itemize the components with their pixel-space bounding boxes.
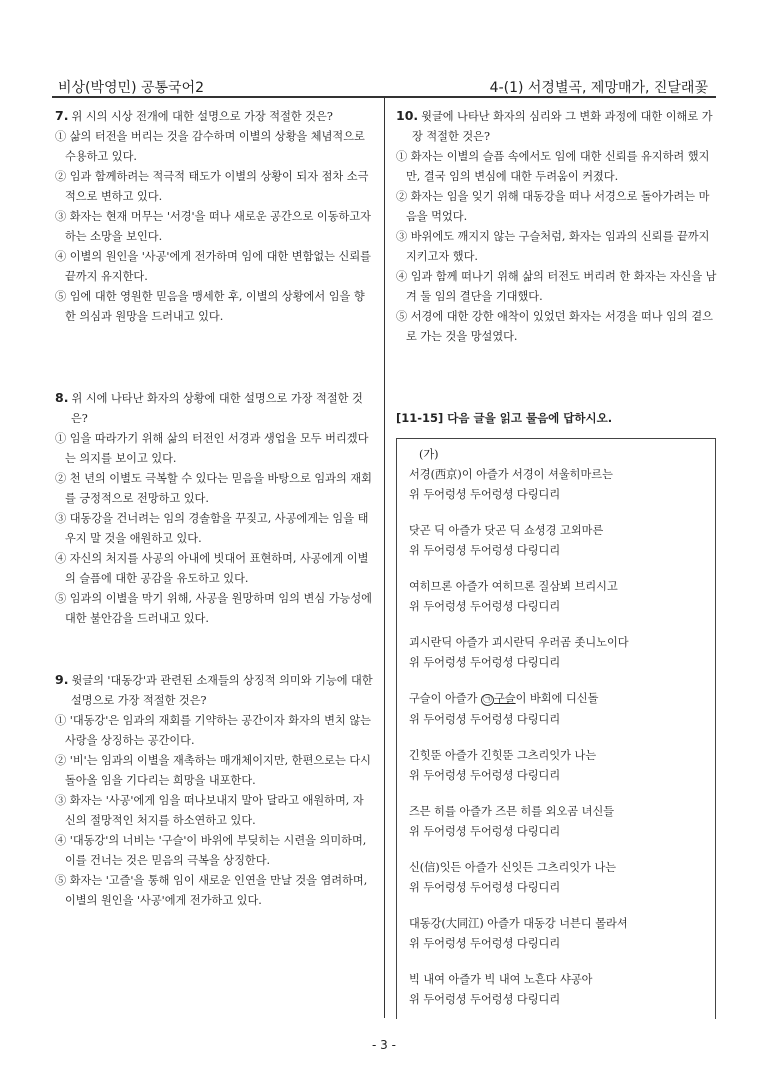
poem-refrain: 위 두어렁셩 두어렁셩 다링디리: [409, 544, 561, 557]
question-8: [55, 388, 373, 629]
option-3: ③ 화자는 현재 머무는 '서경'을 떠나 새로운 공간으로 이동하고자 하는 소망을 보인다.: [55, 210, 371, 243]
option-2: ② 천 년의 이별도 극복할 수 있다는 믿음을 바탕으로 임과의 재회를 긍정적으로 전망하고 있다.: [55, 472, 372, 505]
textbook-title: 비상(박영민) 공통국어2: [58, 80, 204, 96]
option-5: ⑤ 화자는 '고즐'을 통해 임이 새로운 인연을 만날 것을 염려하며, 이별의 원인을 '사공'에게 전가하고 있다.: [55, 874, 368, 907]
option-2: ② '비'는 임과의 이별을 재촉하는 매개체이지만, 한편으로는 다시 돌아올 임을 기다리는 희망을 내포한다.: [55, 754, 371, 787]
option-3: ③ 대동강을 건너려는 임의 경솔함을 꾸짖고, 사공에게는 임을 태우지 말 것을 애원하고 있다.: [55, 512, 369, 545]
poem-refrain: 위 두어렁셩 두어렁셩 다링디리: [409, 937, 561, 950]
poem-refrain: 위 두어렁셩 두어렁셩 다링디리: [409, 488, 561, 501]
poem-stanza: [409, 633, 629, 673]
option-5: ⑤ 서경에 대한 강한 애착이 있었던 화자는 서경을 떠나 임의 곁으로 가는 것을 망설였다.: [396, 310, 713, 343]
poem-refrain: 위 두어렁셩 두어렁셩 다링디리: [409, 656, 561, 669]
poem-line: 빅 내여 아즐가 빅 내여 노흔다 샤공아: [409, 973, 593, 986]
poem-refrain: 위 두어렁셩 두어렁셩 다링디리: [409, 600, 561, 613]
option-2: ② 임과 함께하려는 적극적 태도가 이별의 상황이 되자 점차 소극적으로 변하고 있다.: [55, 170, 369, 203]
poem-line: 긴힛뚠 아즐가 긴힛뚠 그츠리잇가 나는: [409, 749, 597, 762]
option-3: ③ 화자는 '사공'에게 임을 떠나보내지 말아 달라고 애원하며, 자신의 절망적인 처지를 하소연하고 있다.: [55, 794, 364, 827]
poem-stanza: [409, 970, 629, 1010]
poem-box: [396, 438, 716, 1019]
poem-refrain: 위 두어렁셩 두어렁셩 다링디리: [409, 993, 561, 1006]
poem-refrain: 위 두어렁셩 두어렁셩 다링디리: [409, 769, 561, 782]
question-text: 윗글에 나타난 화자의 심리와 그 변화 과정에 대한 이해로 가장 적절한 것은?: [412, 110, 713, 143]
poem-line: 여히므론 아즐가 여히므론 질삼뵈 브리시고: [409, 580, 618, 593]
unit-title: 4-(1) 서경별곡, 제망매가, 진달래꽃: [489, 80, 708, 96]
poem-text: [409, 445, 629, 1010]
question-stem: [55, 388, 373, 429]
option-4: ④ 이별의 원인을 '사공'에게 전가하며 임에 대한 변함없는 신뢰를 끝까지 유지한다.: [55, 250, 371, 283]
option-1: ① 화자는 이별의 슬픔 속에서도 임에 대한 신뢰를 유지하려 했지만, 결국 임의 변심에 대한 두려움이 커졌다.: [396, 150, 710, 183]
option-4: ④ '대동강'의 너비는 '구슬'이 바위에 부딪히는 시련을 의미하며, 이를 건너는 것은 믿음의 극복을 상징한다.: [55, 834, 367, 867]
passage-instruction: [11-15] 다음 글을 읽고 물음에 답하시오.: [396, 411, 613, 425]
poem-line: 대동강(大同江) 아즐가 대동강 너븐디 몰라셔: [409, 917, 628, 930]
poem-stanza: [409, 802, 629, 842]
poem-stanza: [409, 465, 629, 505]
option-4: ④ 자신의 처지를 사공의 아내에 빗대어 표현하며, 사공에게 이별의 슬픔에 대한 공감을 유도하고 있다.: [55, 552, 369, 585]
poem-line: 닷곤 딕 아즐가 닷곤 딕 쇼셩경 고외마른: [409, 524, 604, 537]
option-3: ③ 바위에도 깨지지 않는 구슬처럼, 화자는 임과의 신뢰를 끝까지 지키고자 했다.: [396, 230, 710, 263]
option-2: ② 화자는 임을 잊기 위해 대동강을 떠나 서경으로 돌아가려는 마음을 먹었다.: [396, 190, 710, 223]
poem-stanza: [409, 689, 629, 730]
question-stem: [55, 670, 373, 711]
question-number: 10.: [396, 108, 419, 123]
question-9: [55, 670, 373, 911]
option-5: ⑤ 임에 대한 영원한 믿음을 맹세한 후, 이별의 상황에서 임을 향한 의심과 원망을 드러내고 있다.: [55, 290, 365, 323]
poem-stanza: [409, 746, 629, 786]
poem-refrain: 위 두어렁셩 두어렁셩 다링디리: [409, 881, 561, 894]
passage-label: (가): [419, 448, 439, 461]
poem-stanza: [409, 858, 629, 898]
question-10: [396, 106, 718, 347]
question-text: 위 시에 나타난 화자의 상황에 대한 설명으로 가장 적절한 것은?: [71, 392, 363, 425]
poem-line: 즈믄 히를 아즐가 즈믄 히를 외오곰 녀신들: [409, 805, 615, 818]
option-4: ④ 임과 함께 떠나기 위해 삶의 터전도 버리려 한 화자는 자신을 남겨 둘 임의 결단을 기대했다.: [396, 270, 717, 303]
poem-line-tail: 이 바회에 디신돌: [515, 692, 599, 705]
option-1: ① '대동강'은 임과의 재회를 기약하는 공간이자 화자의 변치 않는 사랑을 상징하는 공간이다.: [55, 714, 371, 747]
poem-stanza: [409, 521, 629, 561]
poem-line: 신(信)잇든 아즐가 신잇든 그츠리잇가 나는: [409, 861, 617, 874]
question-7: [55, 106, 373, 327]
circled-marker: ㉠: [482, 695, 492, 705]
question-text: 위 시의 시상 전개에 대한 설명으로 가장 적절한 것은?: [71, 110, 333, 123]
poem-stanza: [409, 914, 629, 954]
question-stem: [55, 106, 373, 127]
question-stem: [396, 106, 718, 147]
question-number: 9.: [55, 672, 69, 687]
option-5: ⑤ 임과의 이별을 막기 위해, 사공을 원망하며 임의 변심 가능성에 대한 불안감을 드러내고 있다.: [55, 592, 372, 625]
option-1: ① 삶의 터전을 버리는 것을 감수하며 이별의 상황을 체념적으로 수용하고 있다.: [55, 130, 365, 163]
page-header: [52, 66, 716, 96]
poem-line: [409, 689, 629, 710]
poem-line: 괴시란딕 아즐가 괴시란딕 우러곰 좃니노이다: [409, 636, 629, 649]
poem-line: 서경(西京)이 아즐가 서경이 셔울히마르는: [409, 468, 613, 481]
question-number: 8.: [55, 390, 69, 405]
option-1: ① 임을 따라가기 위해 삶의 터전인 서경과 생업을 모두 버리겠다는 의지를 보이고 있다.: [55, 432, 369, 465]
marked-word: 구슬: [493, 692, 516, 705]
question-number: 7.: [55, 108, 69, 123]
poem-refrain: 위 두어렁셩 두어렁셩 다링디리: [409, 713, 561, 726]
poem-stanza: [409, 577, 629, 617]
page-number: - 3 -: [372, 1038, 396, 1052]
question-text: 윗글의 '대동강'과 관련된 소재들의 상징적 의미와 기능에 대한 설명으로 가장 적절한 것은?: [71, 674, 373, 707]
poem-refrain: 위 두어렁셩 두어렁셩 다링디리: [409, 825, 561, 838]
column-divider: [384, 98, 385, 1018]
poem-line-head: 구슬이 아즐가: [409, 692, 481, 705]
